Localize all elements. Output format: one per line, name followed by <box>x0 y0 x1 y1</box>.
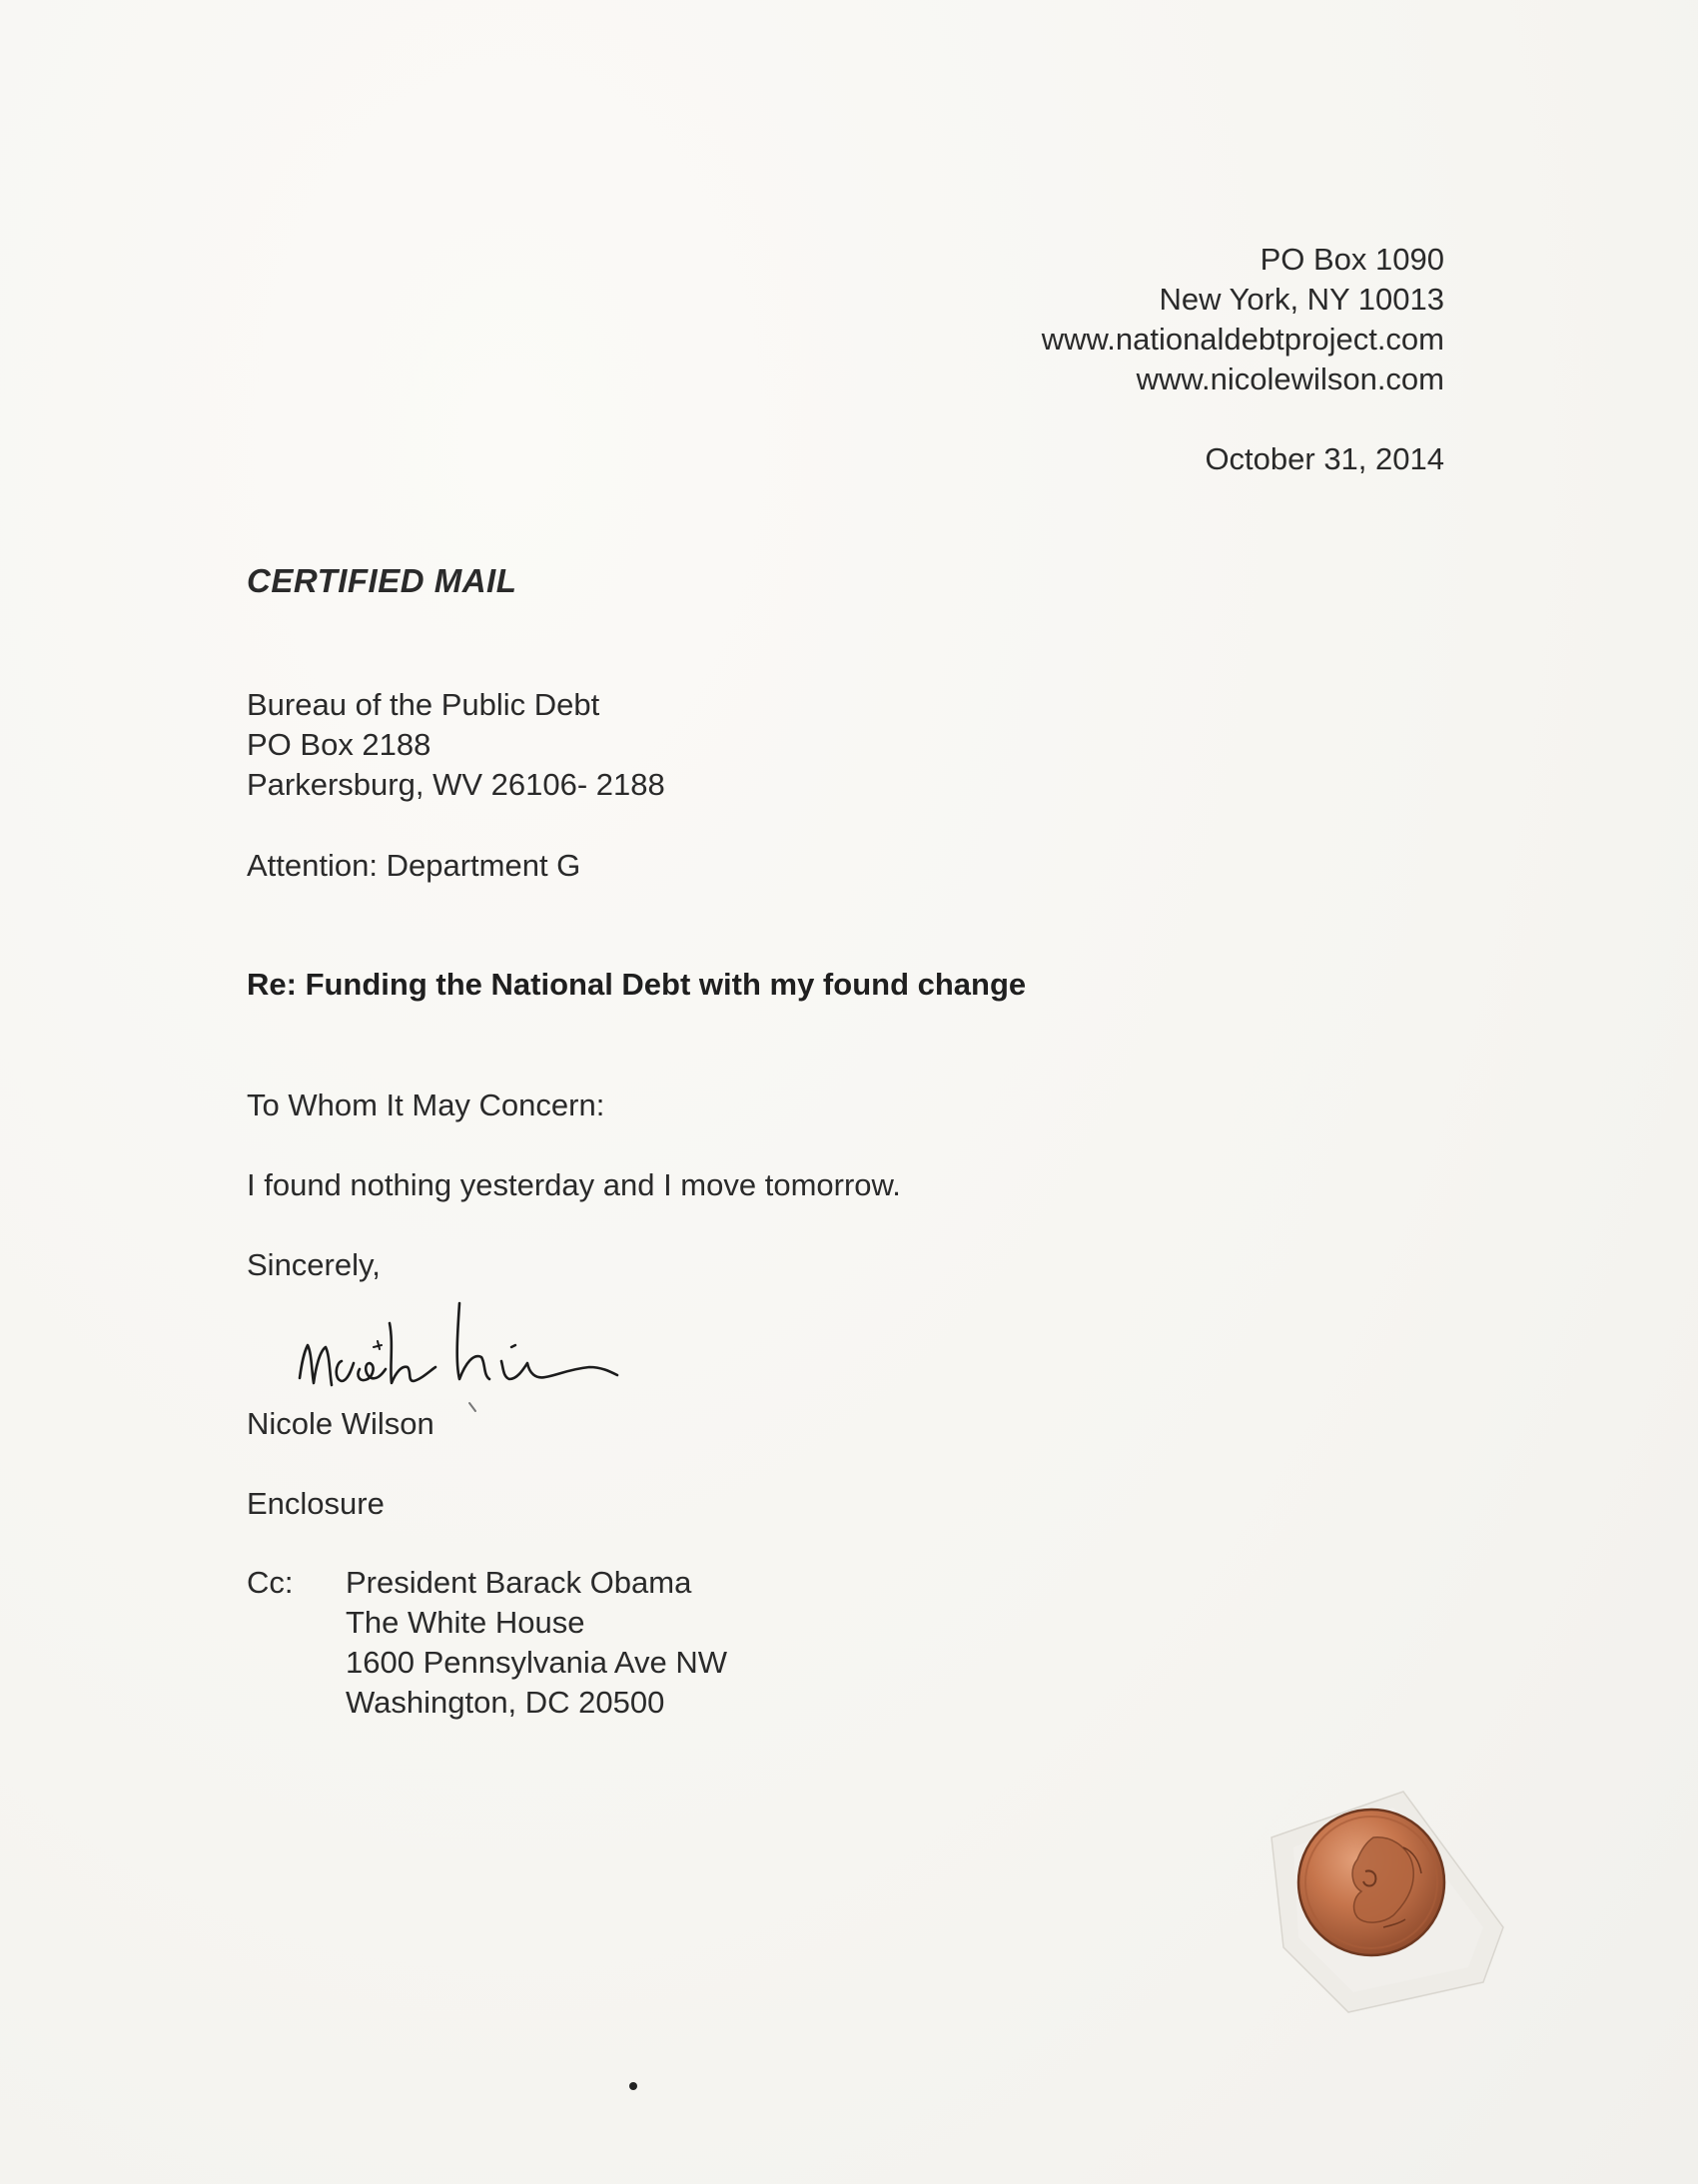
cc-address-line: President Barack Obama <box>346 1565 692 1600</box>
sender-address <box>1042 240 1444 399</box>
subject-line: Re: Funding the National Debt with my found change <box>247 967 1027 1002</box>
penny-coin-icon <box>1254 1778 1513 2017</box>
sender-website-line: www.nicolewilson.com <box>1136 362 1444 396</box>
signer-name: Nicole Wilson <box>247 1406 434 1441</box>
taped-penny <box>1254 1778 1513 2017</box>
sender-address-line: New York, NY 10013 <box>1159 282 1444 317</box>
attention-line: Attention: Department G <box>247 848 581 883</box>
cc-label: Cc: <box>247 1565 294 1600</box>
sender-website-line: www.nationaldebtproject.com <box>1041 322 1444 357</box>
letter-date: October 31, 2014 <box>1205 441 1444 476</box>
salutation: To Whom It May Concern: <box>247 1088 605 1122</box>
recipient-address <box>247 685 665 805</box>
cc-address <box>346 1563 727 1723</box>
recipient-address-line: Parkersburg, WV 26106- 2188 <box>247 767 665 802</box>
recipient-address-line: PO Box 2188 <box>247 727 431 762</box>
enclosure-note: Enclosure <box>247 1486 385 1521</box>
closing: Sincerely, <box>247 1247 381 1282</box>
cc-address-line: The White House <box>346 1605 585 1640</box>
sender-address-line: PO Box 1090 <box>1260 242 1444 277</box>
cc-address-line: Washington, DC 20500 <box>346 1685 665 1720</box>
recipient-address-line: Bureau of the Public Debt <box>247 687 600 722</box>
certified-mail-heading: CERTIFIED MAIL <box>247 562 517 599</box>
letter-body: I found nothing yesterday and I move tomorrow. <box>247 1167 901 1202</box>
cc-address-line: 1600 Pennsylvania Ave NW <box>346 1645 727 1680</box>
speck-mark <box>629 2082 637 2090</box>
signature-icon <box>290 1283 649 1413</box>
